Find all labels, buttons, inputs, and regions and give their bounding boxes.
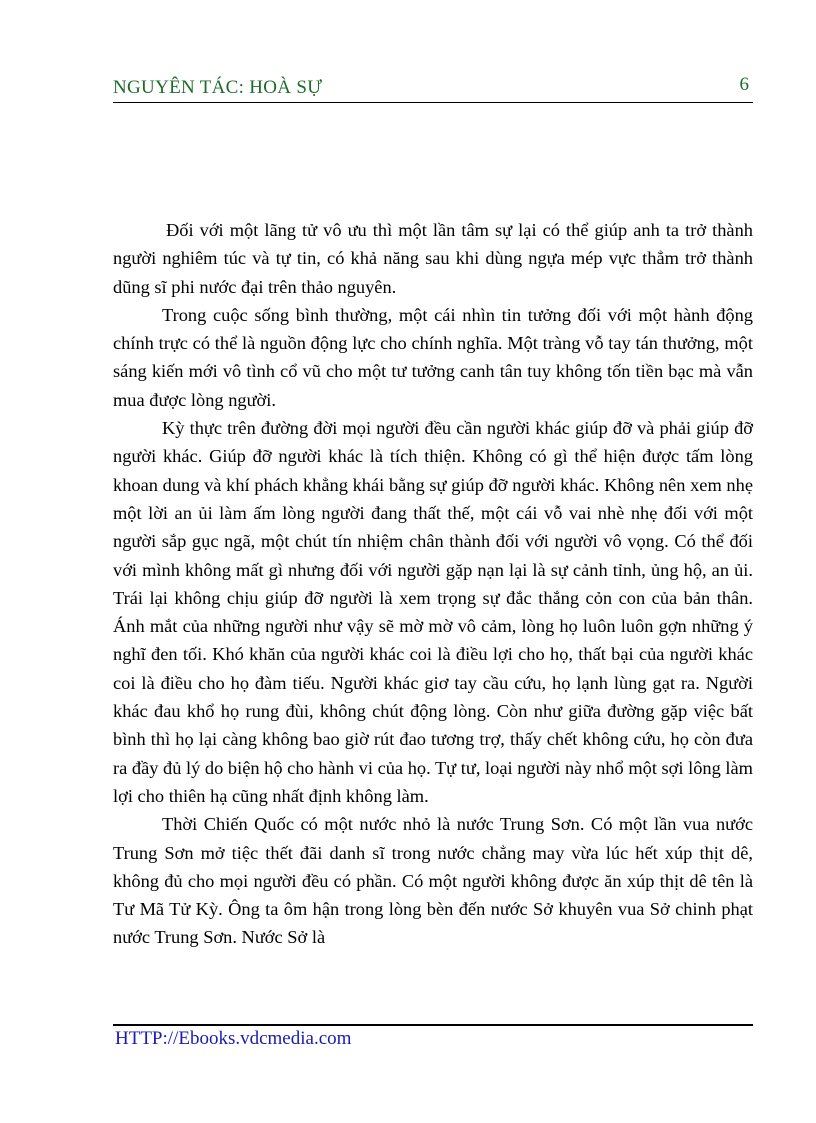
running-title: NGUYÊN TÁC: HOÀ SỰ [113, 77, 323, 98]
page-number: 6 [739, 74, 749, 95]
paragraph: Kỳ thực trên đường đời mọi người đều cần người khác giúp đỡ và phải giúp đỡ người khác. Giúp đỡ người khác là tích thiện. Không có gì thể hiện được tấm lòng khoan dung và khí phách khẳng khái bằng sự giúp đỡ người khác. Không nên xem nhẹ một lời an ủi làm ấm lòng người đang thất thế, một cái vỗ vai nhè nhẹ đối với một người sắp gục ngã, một chút tín nhiệm chân thành đối với người vô vọng. Có thể đối với mình không mất gì nhưng đối với người gặp nạn lại là sự cảnh tỉnh, ủng hộ, an ủi. Trái lại không chịu giúp đỡ người là xem trọng sự đắc thắng cỏn con của bản thân. Ánh mắt của những người như vậy sẽ mờ mờ vô cảm, lòng họ luôn luôn gợn những ý nghĩ đen tối. Khó khăn của người khác coi là điều lợi cho họ, thất bại của người khác coi là điều cho họ đàm tiếu. Người khác giơ tay cầu cứu, họ lạnh lùng gạt ra. Người khác đau khổ họ rung đùi, không chút động lòng. Còn như giữa đường gặp việc bất bình thì họ lại càng không bao giờ rút đao tương trợ, thấy chết không cứu, họ còn đưa ra đầy đủ lý do biện hộ cho hành vi của họ. Tự tư, loại người này nhổ một sợi lông làm lợi cho thiên hạ cũng nhất định không làm. [113, 418, 753, 806]
body-text [113, 216, 753, 952]
paragraph: Thời Chiến Quốc có một nước nhỏ là nước Trung Sơn. Có một lần vua nước Trung Sơn mở tiệc thết đãi danh sĩ trong nước chẳng may vừa lúc hết xúp thịt dê, không đủ cho mọi người đều có phần. Có một người không được ăn xúp thịt dê tên là Tư Mã Tử Kỳ. Ông ta ôm hận trong lòng bèn đến nước Sở khuyên vua Sở chinh phạt nước Trung Sơn. Nước Sở là [113, 814, 753, 948]
paragraph: Trong cuộc sống bình thường, một cái nhìn tin tưởng đối với một hành động chính trực có thể là nguồn động lực cho chính nghĩa. Một tràng vỗ tay tán thưởng, một sáng kiến mới vô tình cổ vũ cho một tư tưởng canh tân tuy không tốn tiền bạc mà vẫn mua được lòng người. [113, 304, 753, 410]
footer-divider [113, 1024, 753, 1026]
paragraph: Đối với một lãng tử vô ưu thì một lần tâm sự lại có thể giúp anh ta trở thành người nghiêm túc và tự tin, có khả năng sau khi dùng ngựa mép vực thẳm trở thành dũng sĩ phi nước đại trên thảo nguyên. [113, 220, 753, 297]
page-header [113, 72, 753, 103]
footer-link[interactable]: HTTP://Ebooks.vdcmedia.com [115, 1028, 352, 1049]
